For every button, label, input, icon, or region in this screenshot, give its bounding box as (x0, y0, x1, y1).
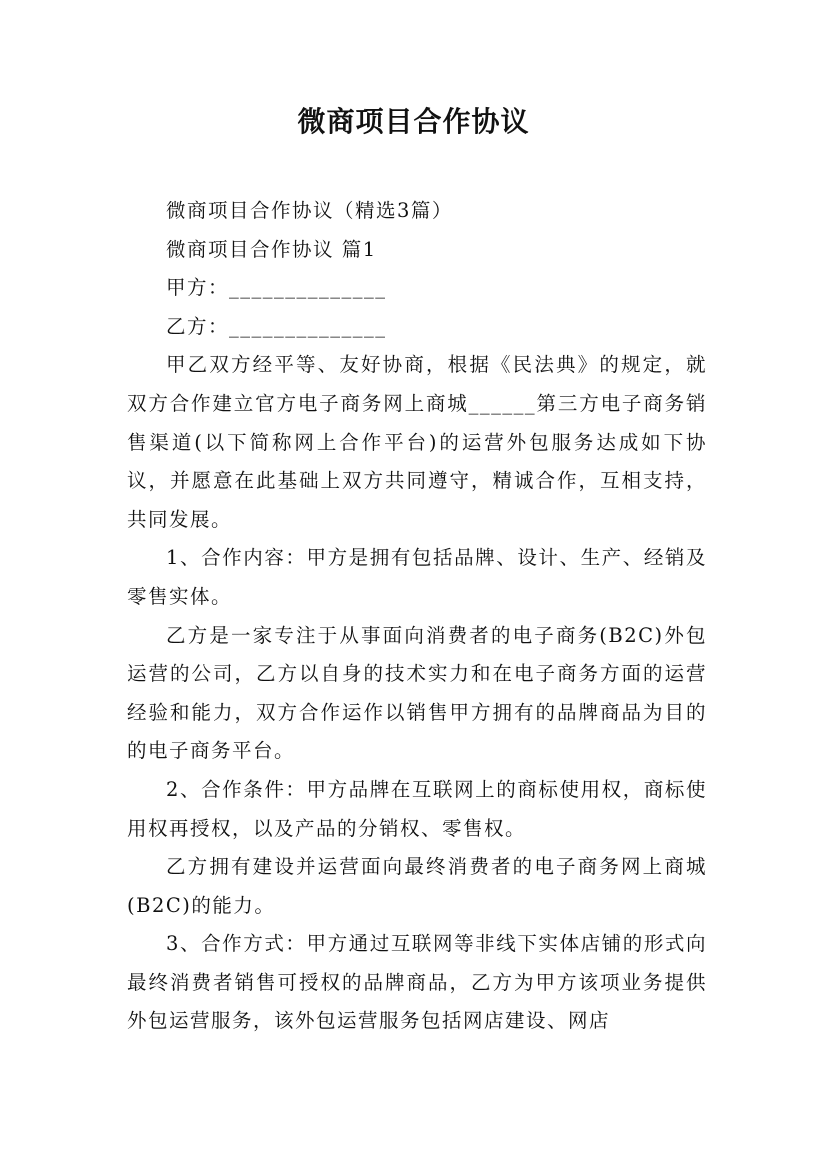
paragraph-clause-2: 2、合作条件：甲方品牌在互联网上的商标使用权，商标使用权再授权，以及产品的分销权、零售权。 (127, 777, 707, 840)
paragraph-party-b: 乙方：______________ (166, 314, 387, 338)
paragraph-subtitle: 微商项目合作协议（精选3篇） (166, 199, 453, 222)
paragraph-clause-2-party-b: 乙方拥有建设并运营面向最终消费者的电子商务网上商城(B2C)的能力。 (127, 855, 707, 917)
paragraph-clause-3: 3、合作方式：甲方通过互联网等非线下实体店铺的形式向最终消费者销售可授权的品牌商品，乙方为甲方该项业务提供外包运营服务，该外包运营服务包括网店建设、网店 (127, 932, 707, 1033)
document-body (127, 192, 707, 1041)
document-title: 微商项目合作协议 (297, 105, 530, 138)
paragraph-clause-1-party-b: 乙方是一家专注于从事面向消费者的电子商务(B2C)外包运营的公司，乙方以自身的技术实力和在电子商务方面的运营经验和能力，双方合作运作以销售甲方拥有的品牌商品为目的的电子商务平台。 (127, 623, 707, 763)
paragraph-clause-1: 1、合作内容：甲方是拥有包括品牌、设计、生产、经销及零售实体。 (127, 546, 707, 608)
paragraph-party-a: 甲方：______________ (166, 276, 387, 300)
paragraph-preamble: 甲乙双方经平等、友好协商，根据《民法典》的规定，就双方合作建立官方电子商务网上商城______第三方电子商务销售渠道(以下简称网上合作平台)的运营外包服务达成如下协议，并愿意在此基础上双方共同遵守，精诚合作，互相支持，共同发展。 (127, 353, 707, 531)
paragraph-section-heading: 微商项目合作协议 篇1 (166, 237, 377, 261)
